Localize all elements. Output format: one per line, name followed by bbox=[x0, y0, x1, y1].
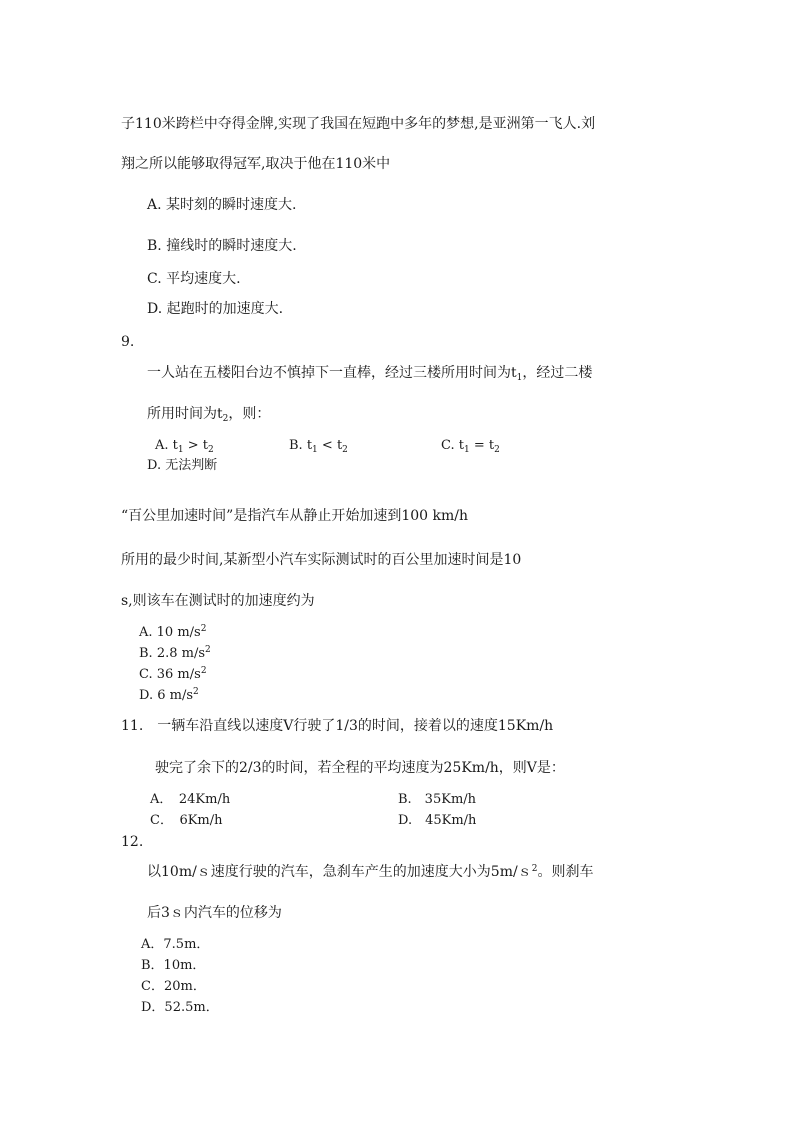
q9-stem-line1: 一人站在五楼阳台边不慎掉下一直棒，经过三楼所用时间为$t_1$，经过二楼 bbox=[147, 365, 593, 383]
q11-stem-line1: 11. 一辆车沿直线以速度V行驶了1/3的时间，接着以的速度15Km/h bbox=[121, 718, 554, 734]
q12-option-d: D．52.5m． bbox=[141, 1000, 219, 1015]
q11-option-d: D. 45Km/h bbox=[398, 813, 477, 828]
q10-option-d: D. 6 $m/s^2$ bbox=[139, 687, 199, 703]
q9-option-a: A. $t_1 > t_2$ bbox=[155, 438, 214, 455]
q10-stem-line1: “百公里加速时间”是指汽车从静止开始加速到100 km/h bbox=[121, 508, 468, 524]
q12-option-a: A．7.5m． bbox=[141, 937, 210, 952]
q9-option-d: D. 无法判断 bbox=[147, 458, 218, 473]
q9-option-c: C. $t_1 = t_2$ bbox=[441, 438, 500, 455]
q10-option-c: C. 36 $m/s^2$ bbox=[139, 666, 207, 682]
q12-option-c: C．20m． bbox=[141, 979, 206, 994]
q12-stem-line2: 后3ｓ内汽车的位移为 bbox=[147, 905, 282, 921]
q11-stem-line2: 驶完了余下的2/3的时间，若全程的平均速度为25Km/h，则V是： bbox=[155, 760, 565, 776]
q10-stem-line3: s,则该车在测试时的加速度约为 bbox=[121, 593, 315, 609]
q11-option-c: C． 6Km/h bbox=[150, 813, 223, 828]
q10-option-b: B. 2.8 $m/s^2$ bbox=[139, 645, 211, 661]
q10-stem-line2: 所用的最少时间,某新型小汽车实际测试时的百公里加速时间是10 bbox=[121, 552, 522, 568]
q8-stem-line2: 翔之所以能够取得冠军,取决于他在110米中 bbox=[121, 156, 391, 172]
q8-option-d: D. 起跑时的加速度大. bbox=[147, 301, 284, 317]
q9-option-b: B. $t_1 < t_2$ bbox=[289, 438, 348, 455]
q11-option-b: B. 35Km/h bbox=[398, 792, 477, 807]
q12-stem-line1: 以10m/ｓ速度行驶的汽车，急刹车产生的加速度大小为5m/ｓ$^2$。则刹车 bbox=[147, 864, 594, 880]
q8-option-a: A. 某时刻的瞬时速度大. bbox=[147, 197, 297, 213]
q9-stem-line2: 所用时间为$t_2$，则： bbox=[147, 406, 271, 424]
q9-number: 9. bbox=[121, 334, 135, 350]
q8-stem-line1: 子110米跨栏中夺得金牌,实现了我国在短跑中多年的梦想,是亚洲第一飞人.刘 bbox=[121, 116, 596, 132]
q10-option-a: A. 10 $m/s^2$ bbox=[139, 624, 207, 640]
q8-option-c: C. 平均速度大. bbox=[147, 271, 241, 287]
q8-option-b: B. 撞线时的瞬时速度大. bbox=[147, 238, 297, 254]
q12-number: 12. bbox=[121, 834, 144, 850]
q12-option-b: B．10m． bbox=[141, 958, 206, 973]
q11-option-a: A． 24Km/h bbox=[150, 792, 231, 807]
